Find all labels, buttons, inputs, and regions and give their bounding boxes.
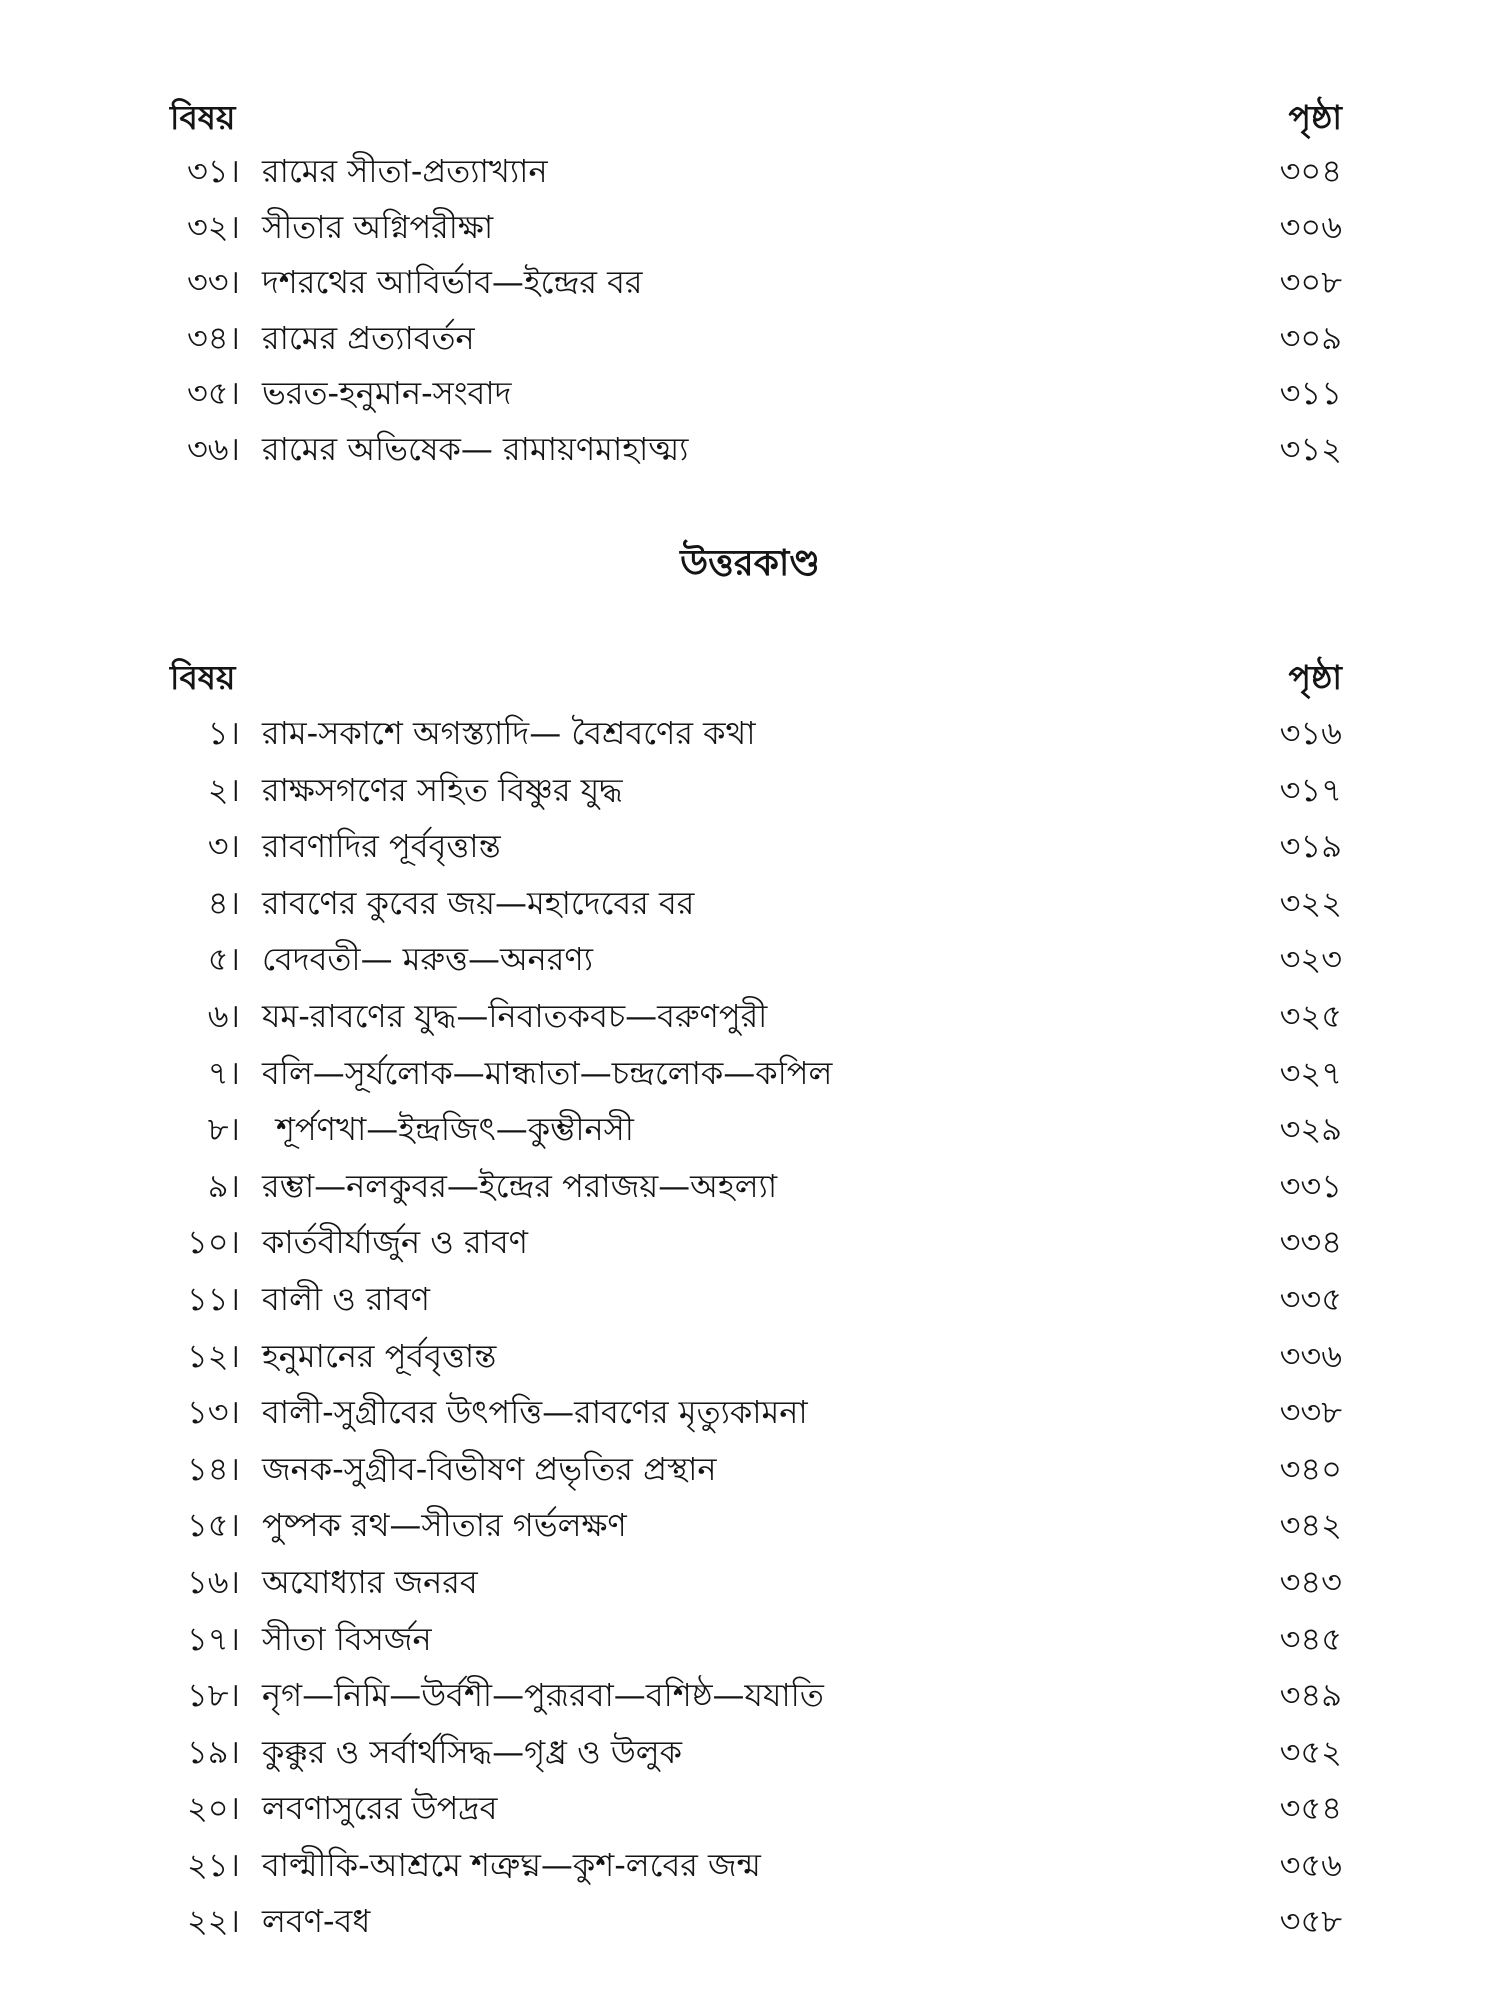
entry-page: ৩৩১ [1279, 1166, 1342, 1205]
entry-number: ২। [207, 770, 240, 809]
toc-entry [170, 1670, 1342, 1727]
page-heading: পৃষ্ঠা [1288, 658, 1342, 697]
entry-title: জনক-সুগ্রীব-বিভীষণ প্রভৃতির প্রস্থান [262, 1449, 717, 1488]
entry-page: ৩০৬ [1279, 207, 1342, 246]
entry-number: ৩৪। [186, 318, 240, 357]
toc-entry [170, 821, 1342, 878]
entry-page: ৩৫৪ [1279, 1789, 1342, 1828]
entry-title: শূর্পণখা—ইন্দ্রজিৎ—কুম্ভীনসী [276, 1110, 634, 1149]
entry-number: ১১। [187, 1279, 240, 1318]
toc-entry [170, 424, 1342, 480]
entry-number: ১৭। [186, 1619, 240, 1658]
toc-entry [170, 1557, 1342, 1614]
toc-entry [170, 1161, 1342, 1218]
toc-entry [170, 878, 1342, 935]
toc-header-2 [170, 652, 1342, 702]
entry-page: ৩৪৫ [1279, 1619, 1342, 1658]
toc-entry [170, 257, 1342, 313]
entry-number: ২১। [186, 1845, 240, 1884]
entry-number: ৮। [207, 1110, 240, 1149]
toc-entry [170, 1048, 1342, 1105]
entry-page: ৩২৭ [1279, 1053, 1342, 1092]
entry-title: পুষ্পক রথ—সীতার গর্ভলক্ষণ [262, 1506, 627, 1545]
entry-page: ৩১২ [1279, 429, 1342, 468]
toc-list-2 [170, 708, 1342, 1953]
entry-page: ৩৪২ [1279, 1506, 1342, 1545]
section-title: উত্তরকাণ্ড [680, 543, 820, 584]
toc-entry [170, 1783, 1342, 1840]
entry-page: ৩৪৯ [1279, 1676, 1342, 1715]
entry-number: ২০। [186, 1789, 240, 1828]
entry-page: ৩৫৮ [1279, 1902, 1342, 1941]
entry-title: ভরত-হনুমান-সংবাদ [262, 374, 512, 412]
entry-page: ৩১১ [1279, 374, 1342, 412]
toc-list-1 [170, 146, 1342, 479]
entry-page: ৩২৫ [1279, 996, 1342, 1035]
subject-heading: বিষয় [170, 658, 236, 697]
entry-title: রামের প্রত্যাবর্তন [262, 318, 475, 357]
entry-page: ৩১৯ [1279, 827, 1342, 866]
entry-number: ১৫। [187, 1506, 240, 1545]
entry-number: ৭। [207, 1053, 240, 1092]
entry-number: ২২। [186, 1902, 240, 1941]
entry-page: ৩৫৬ [1279, 1845, 1342, 1884]
entry-title: বালী ও রাবণ [262, 1279, 431, 1318]
toc-entry [170, 1104, 1342, 1161]
entry-number: ৩৬। [186, 429, 240, 468]
toc-entry [170, 1217, 1342, 1274]
entry-title: লবণ-বধ [262, 1902, 371, 1941]
entry-number: ৩৩। [186, 263, 240, 301]
entry-number: ৩২। [186, 207, 240, 246]
entry-title: রাক্ষসগণের সহিত বিষ্ণুর যুদ্ধ [262, 770, 623, 809]
entry-number: ৪। [207, 883, 240, 922]
entry-number: ১। [207, 714, 240, 752]
entry-page: ৩৪৩ [1279, 1562, 1342, 1601]
entry-page: ৩৩৮ [1279, 1393, 1342, 1432]
entry-page: ৩২২ [1279, 883, 1342, 922]
entry-number: ৩১। [186, 152, 240, 190]
entry-page: ৩১৭ [1279, 770, 1342, 809]
entry-page: ৩৫২ [1279, 1732, 1342, 1771]
entry-number: ৫। [207, 940, 240, 979]
entry-title: নৃগ—নিমি—উর্বশী—পুরূরবা—বশিষ্ঠ—যযাতি [262, 1676, 824, 1715]
entry-number: ১৬। [186, 1562, 240, 1601]
toc-entry [170, 202, 1342, 258]
entry-title: দশরথের আবির্ভাব—ইন্দ্রের বর [262, 263, 643, 301]
entry-page: ৩২৯ [1279, 1110, 1342, 1149]
entry-number: ১৮। [187, 1676, 240, 1715]
entry-page: ৩৩৪ [1279, 1223, 1342, 1262]
entry-title: বালী-সুগ্রীবের উৎপত্তি—রাবণের মৃত্যুকামনা [262, 1393, 808, 1432]
entry-number: ৬। [207, 996, 240, 1035]
entry-title: বেদবতী— মরুত্ত—অনরণ্য [262, 940, 594, 979]
entry-number: ১০। [186, 1223, 240, 1262]
entry-number: ১৩। [186, 1393, 240, 1432]
entry-title: রামের সীতা-প্রত্যাখ্যান [262, 152, 548, 190]
entry-number: ১২। [186, 1336, 240, 1375]
entry-number: ১৯। [187, 1732, 240, 1771]
page-heading: পৃষ্ঠা [1288, 98, 1342, 137]
entry-number: ১৪। [187, 1449, 240, 1488]
entry-title: হনুমানের পূর্ববৃত্তান্ত [262, 1336, 497, 1375]
entry-title: রম্ভা—নলকুবর—ইন্দ্রের পরাজয়—অহল্যা [262, 1166, 778, 1205]
entry-title: রাম-সকাশে অগস্ত্যাদি— বৈশ্রবণের কথা [262, 714, 756, 752]
toc-header-1 [170, 92, 1342, 142]
toc-entry [170, 1500, 1342, 1557]
entry-title: বলি—সূর্যলোক—মান্ধাতা—চন্দ্রলোক—কপিল [262, 1053, 833, 1092]
subject-heading: বিষয় [170, 98, 236, 137]
entry-number: ৩৫। [186, 374, 240, 412]
toc-entry [170, 1727, 1342, 1784]
entry-page: ৩০৪ [1279, 152, 1342, 190]
entry-title: বাল্মীকি-আশ্রমে শত্রুঘ্ন—কুশ-লবের জন্ম [262, 1845, 761, 1884]
toc-entry [170, 146, 1342, 202]
toc-entry [170, 934, 1342, 991]
toc-entry [170, 1274, 1342, 1331]
entry-page: ৩৩৬ [1279, 1336, 1342, 1375]
toc-entry [170, 1896, 1342, 1953]
toc-entry [170, 1614, 1342, 1671]
entry-title: রাবণাদির পূর্ববৃত্তান্ত [262, 827, 501, 866]
entry-page: ৩৪০ [1279, 1449, 1342, 1488]
toc-entry [170, 368, 1342, 424]
toc-entry [170, 1387, 1342, 1444]
toc-entry [170, 765, 1342, 822]
entry-title: রামের অভিষেক— রামায়ণমাহাত্ম্য [262, 429, 689, 468]
entry-page: ৩২৩ [1279, 940, 1342, 979]
toc-entry [170, 708, 1342, 765]
entry-title: সীতা বিসর্জন [262, 1619, 432, 1658]
entry-title: সীতার অগ্নিপরীক্ষা [262, 207, 494, 246]
toc-entry [170, 991, 1342, 1048]
entry-number: ৩। [207, 827, 240, 866]
entry-title: লবণাসুরের উপদ্রব [262, 1789, 498, 1828]
entry-page: ৩০৮ [1279, 263, 1342, 301]
toc-entry [170, 1444, 1342, 1501]
toc-entry [170, 1331, 1342, 1388]
entry-title: কুক্কুর ও সর্বার্থসিদ্ধ—গৃধ্র ও উলুক [262, 1732, 682, 1771]
toc-entry [170, 313, 1342, 369]
entry-title: রাবণের কুবের জয়—মহাদেবের বর [262, 883, 695, 922]
entry-page: ৩১৬ [1279, 714, 1342, 752]
entry-page: ৩০৯ [1279, 318, 1342, 357]
toc-entry [170, 1840, 1342, 1897]
entry-number: ৯। [207, 1166, 240, 1205]
entry-page: ৩৩৫ [1279, 1279, 1342, 1318]
entry-title: অযোধ্যার জনরব [262, 1562, 478, 1601]
entry-title: কার্তবীর্যার্জুন ও রাবণ [262, 1223, 529, 1262]
entry-title: যম-রাবণের যুদ্ধ—নিবাতকবচ—বরুণপুরী [262, 996, 768, 1035]
